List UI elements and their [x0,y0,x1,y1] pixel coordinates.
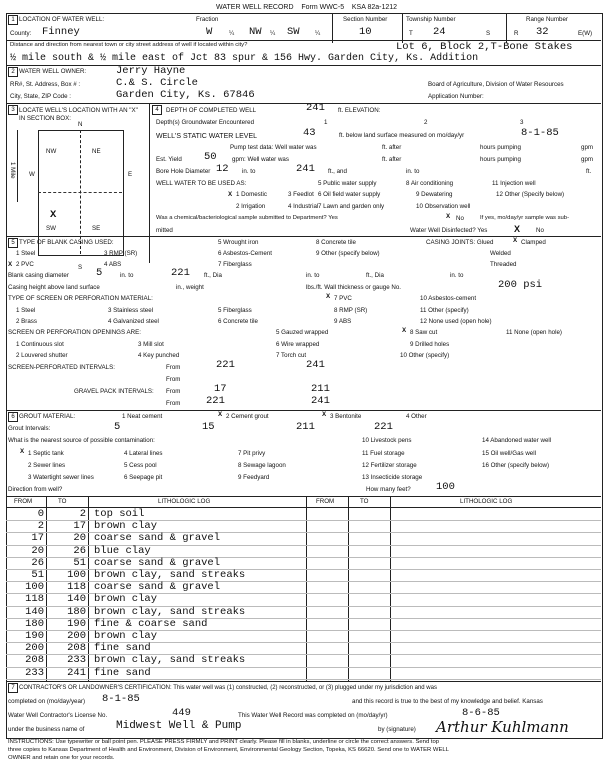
log-from: 233 [25,666,44,679]
ft-after-2: ft. after [382,156,402,163]
section-5-number: 5 [8,238,18,248]
fraction-1: W [206,26,213,38]
joints-label: CASING JOINTS: Glued [426,239,494,246]
src-sewer: 2 Sewer lines [28,462,66,469]
log-description: coarse sand & gravel [94,532,221,545]
src-insecticide: 13 Insecticide storage [362,474,423,481]
distance-line-2: ½ mile south & ½ mile east of Jct 83 spur & 156 Hwy. Garden City, Ks. Addition [10,53,479,64]
log-description: blue clay [94,544,151,557]
fraction-2: NW [249,26,262,38]
grout-to-2: 221 [374,421,393,433]
open-drilled: 9 Drilled holes [410,341,450,348]
src-privy: 7 Pit privy [238,450,266,457]
log-to: 20 [73,532,86,545]
log-from: 118 [25,593,44,606]
log-to: 241 [67,666,86,679]
depth-label: DEPTH OF COMPLETED WELL [166,107,257,114]
log-to: 17 [73,520,86,533]
use-observation: 10 Observation well [416,203,471,210]
log-from: 140 [25,605,44,618]
log-description: coarse sand & gravel [94,581,221,594]
casing-concrete: 8 Concrete tile [316,239,356,246]
gw-3: 3 [520,119,524,126]
bore-to: in. to [242,168,256,175]
use-lawn: 7 Lawn and garden only [318,203,385,210]
casing-other: 9 Other (specify below) [316,250,380,257]
t-prefix: T [409,30,413,37]
use-label: WELL WATER TO BE USED AS: [156,180,247,187]
se-quadrant: SE [92,225,101,232]
log-description: brown clay, sand streaks [94,605,246,618]
src-other: 16 Other (specify below) [482,462,550,469]
well-location-mark: X [50,209,57,221]
log-litho-header-2: LITHOLOGIC LOG [460,498,513,505]
log-to: 190 [67,617,86,630]
grout-other: 4 Other [406,413,427,420]
log-from: 17 [31,532,44,545]
log-description: brown clay [94,630,158,642]
perf-from-label-2: From [166,376,181,383]
chem-label: Was a chemical/bacteriological sample submitted to Department? Yes [156,215,338,221]
screen-pvc-check: X [326,293,331,300]
range-direction: E(W) [578,30,593,37]
yield-value: 50 [204,151,217,163]
pvc-check: X [8,261,13,268]
gravel-from-1: 17 [214,383,227,395]
bore-depth: 241 [296,163,315,175]
use-feedlot: 3 Feedlot [288,191,314,198]
log-to: 2 [79,508,86,520]
township-value: 24 [433,26,446,38]
contamination-label: What is the nearest source of possible contamination: [8,437,155,444]
use-irrigation: 2 Irrigation [236,203,266,210]
grout-label: GROUT MATERIAL: [19,413,76,420]
county-label: County: [10,30,32,37]
locate-label: LOCATE WELL'S LOCATION WITH AN "X" IN SECTION BOX: [19,107,138,122]
chem-tail: If yes, mo/day/yr sample was sub- [480,215,570,221]
log-to: 233 [67,654,86,667]
open-sawcut: 8 Saw cut [410,329,438,336]
distance-label: Distance and direction from nearest town or city street address of well if located within city? [10,42,248,48]
west-label: W [29,171,35,178]
log-to: 100 [67,569,86,581]
address-label: RR#, St. Address, Box # : [10,81,81,88]
section-6-number: 6 [8,412,18,422]
openings-label: SCREEN OR PERFORATION OPENINGS ARE: [8,329,141,336]
signature: Arthur Kuhlmann [436,718,569,736]
use-air: 8 Air conditioning [406,180,454,187]
casing-pvc: 2 PVC [16,261,34,268]
perf-to: 241 [306,359,325,371]
completed-label: completed on (mo/day/year) [8,698,86,705]
open-continuous: 1 Continuous slot [16,341,64,348]
bore-value: 12 [216,163,229,175]
log-to: 51 [73,556,86,569]
use-dewatering: 9 Dewatering [416,191,453,198]
pump-test-label: Pump test data: Well water was [230,144,317,151]
ne-quadrant: NE [92,148,101,155]
log-from: 190 [25,630,44,642]
log-description: brown clay, sand streaks [94,569,246,581]
ft-after-1: ft. after [382,144,402,151]
direction-label: Direction from well? [8,486,63,493]
quarter-2: ¼ [270,30,276,37]
src-livestock: 10 Livestock pens [362,437,412,444]
src-seepage: 6 Seepage pit [124,474,163,481]
use-other: 12 Other (Specify below) [496,191,565,198]
water-well-record-form [6,2,603,768]
range-value: 32 [536,26,549,38]
log-description: brown clay [94,520,158,533]
open-other: 10 Other (specify) [400,352,450,359]
perf-from: 221 [216,359,235,371]
distance-line-1: Lot 6, Block 2,T-Bone Stakes [396,41,573,53]
use-industrial: 4 Industrial [288,203,319,210]
sw-quadrant: SW [46,225,56,232]
grout-intervals-label: Grout Intervals: [8,425,51,432]
log-from-header-2: FROM [316,498,335,505]
log-from: 51 [31,569,44,581]
south-label: S [78,264,83,271]
fraction-label: Fraction [196,16,219,23]
instructions-1: INSTRUCTIONS: Use typewriter or ball point pen. PLEASE PRESS FIRMLY and PRINT clearly. Please fill in blanks, underline or circle the correct answers. Send top [8,739,440,745]
instructions-3: OWNER and retain one for your records. [8,755,115,761]
screen-galvanized: 4 Galvanized steel [108,318,159,325]
screen-stainless: 3 Stainless steel [108,307,154,314]
log-to: 140 [67,593,86,606]
casing-steel: 1 Steel [16,250,36,257]
log-from-header: FROM [14,498,33,505]
src-fuel: 11 Fuel storage [362,450,405,457]
depth-value: 241 [306,102,325,114]
section-1-number: 1 [8,15,18,25]
chem-no: No [456,215,464,222]
license-value: 449 [172,707,191,719]
section-number-label: Section Number [343,16,388,23]
open-gauzed: 5 Gauzed wrapped [276,329,329,336]
gpm-1: gpm [581,144,594,151]
log-description: coarse sand & gravel [94,556,221,569]
casing-wrought: 5 Wrought iron [218,239,259,246]
howmany-label: How many feet? [366,486,411,493]
grout-cement: 2 Cement grout [226,413,269,420]
src-abandoned: 14 Abandoned water well [482,437,552,444]
yield-tail: gpm: Well water was [232,156,289,163]
log-description: fine & coarse sand [94,617,208,630]
gw-2: 2 [424,119,428,126]
src-fertilizer: 12 Fertilizer storage [362,462,417,469]
log-from: 100 [25,581,44,594]
log-to: 208 [67,642,86,655]
use-injection: 11 Injection well [492,180,536,187]
log-to-header: TO [58,498,67,505]
log-to: 180 [67,605,86,618]
static-level-label: WELL'S STATIC WATER LEVEL [156,133,258,140]
log-description: fine sand [94,642,151,655]
range-label: Range Number [526,16,568,23]
log-from: 20 [31,544,44,557]
casing-fiberglass: 7 Fiberglass [218,261,252,268]
grout-bentonite: 3 Bentonite [330,413,362,420]
casing-asbestos: 6 Asbestos-Cement [218,250,272,257]
log-to: 118 [67,581,86,594]
screen-steel: 1 Steel [16,307,36,314]
grout-to-1: 15 [202,421,215,433]
groundwater-label: Depth(s) Groundwater Encountered [156,119,255,126]
casing-abs: 4 ABS [104,261,122,268]
glued-check: X [513,237,518,244]
open-none: 11 None (open hole) [506,329,562,336]
screen-concrete: 6 Concrete tile [218,318,258,325]
east-label: E [128,171,133,178]
diam-to-3: in. to [450,272,464,279]
grout-cement-check: X [218,411,223,418]
static-level-value: 43 [303,127,316,139]
log-description: brown clay, sand streaks [94,654,246,667]
weight-label: in., weight [176,284,204,291]
src-lagoon: 8 Sewage lagoon [238,462,286,469]
casing-rmp: 3 RMP (SR) [104,250,138,257]
quarter-1: ¼ [229,30,235,37]
board-label: Board of Agriculture, Division of Water Resources [428,81,564,88]
log-to: 26 [73,544,86,557]
record-date: 8-6-85 [462,707,500,719]
county-value: Finney [42,26,80,38]
diameter-label: Blank casing diameter [8,272,69,279]
screen-asbestos: 10 Asbestos-cement [420,295,477,302]
hours-2: hours pumping [480,156,521,163]
grout-from-1: 5 [114,421,121,433]
bore-tail: ft., and [328,168,347,175]
log-description: top soil [94,508,145,520]
elevation-label: ft. ELEVATION: [338,107,381,114]
true-text: and this record is true to the best of my knowledge and belief. Kansas [352,698,543,705]
welded: Welded [490,250,511,257]
mile-label: 1 Mile [9,162,17,179]
instructions-2: three copies to Kansas Department of Health and Environment, Division of Environment, Environmental Geology Section, Topeka, KS 66620. Send one to WATER WELL [8,747,449,753]
gravel-label: GRAVEL PACK INTERVALS: [74,388,154,395]
src-watertight: 3 Watertight sewer lines [28,474,94,481]
r-prefix: R [514,30,519,37]
log-from: 180 [25,617,44,630]
sawcut-check: X [402,327,407,334]
use-public: 5 Public water supply [318,180,377,187]
dia-2: ft., Dia [366,272,384,279]
business-value: Midwest Well & Pump [116,720,242,732]
screen-other: 11 Other (specify) [420,307,469,314]
application-label: Application Number: [428,93,484,100]
log-from: 208 [25,654,44,667]
disinfect-no: No [536,227,544,234]
log-from: 2 [37,520,44,533]
gravel-to-1: 211 [311,383,330,395]
perf-label: SCREEN-PERFORATED INTERVALS: [8,364,115,371]
casing-label: TYPE OF BLANK CASING USED: [19,239,114,246]
section-4-number: 4 [152,105,162,115]
perf-from-label: From [166,364,181,371]
static-tail: ft. below land surface measured on mo/day/yr [339,132,465,139]
log-description: brown clay [94,593,158,606]
screen-brass: 2 Brass [16,318,37,325]
disinfect-check: X [514,224,521,234]
diameter-depth: 221 [171,267,190,279]
open-wire: 6 Wire wrapped [276,341,320,348]
in-to: in. to [406,168,420,175]
log-description: fine sand [94,666,151,679]
gw-1: 1 [324,119,328,126]
src-cesspool: 5 Cess pool [124,462,157,469]
nw-quadrant: NW [46,148,57,155]
section-value: 10 [359,26,372,38]
city-value: Garden City, Ks. 67846 [116,89,255,101]
height-label: Casing height above land surface [8,284,100,291]
section-3-number: 3 [8,105,18,115]
src-oilgas: 15 Oil well/Gas well [482,450,536,457]
gravel-from-label-2: From [166,400,181,407]
diam-to-2: in. to [306,272,320,279]
screen-rmp: 8 RMP (SR) [334,307,368,314]
gpm-2: gpm [581,156,594,163]
screen-pvc: 7 PVC [334,295,352,302]
clamped: Clamped [521,239,546,246]
open-keypunched: 4 Key punched [138,352,180,359]
owner-label: WATER WELL OWNER: [19,68,87,75]
log-row-divider [6,679,601,680]
wall-label: lbs./ft. Wall thickness or gauge No. [306,284,402,291]
section-7-number: 7 [8,683,18,693]
chem-no-check: X [446,213,451,220]
screen-abs: 9 ABS [334,318,352,325]
section-2-number: 2 [8,67,18,77]
business-label: under the business name of [8,726,85,733]
grout-bentonite-check: X [322,411,327,418]
src-lateral: 4 Lateral lines [124,450,163,457]
domestic-check: X [228,191,233,198]
ft-label: ft. [586,168,592,175]
gravel-to-2: 241 [311,395,330,407]
gauge-value: 200 psi [498,279,543,291]
owner-value: Jerry Hayne [116,65,186,77]
fraction-3: SW [287,26,300,38]
s-suffix: S [486,30,491,37]
diameter-value: 5 [96,267,103,279]
log-from: 0 [37,508,44,520]
gravel-from-2: 221 [206,395,225,407]
signature-label: by (signature) [378,726,416,733]
form-title: WATER WELL RECORD Form WWC-5 KSA 82a-1212 [216,4,398,11]
bore-label: Bore Hole Diameter [156,168,211,175]
log-from: 200 [25,642,44,655]
use-oilfield: 6 Oil field water supply [318,191,381,198]
completed-value: 8-1-85 [102,693,140,705]
north-label: N [78,121,83,128]
license-label: Water Well Contractor's License No. [8,712,108,719]
township-label: Township Number [406,16,456,23]
address-value: C.& S. Circle [116,77,198,89]
grout-from-2: 211 [296,421,315,433]
hours-1: hours pumping [480,144,521,151]
quarter-3: ¼ [315,30,321,37]
gravel-from-label: From [166,388,181,395]
use-domestic: 1 Domestic [236,191,267,198]
disinfect-label: Water Well Disinfected? Yes [410,227,488,234]
howmany-value: 100 [436,481,455,493]
submitted: mitted [156,227,173,234]
record-label: This Water Well Record was completed on (mo/day/yr) [238,712,388,719]
static-date: 8-1-85 [521,127,559,139]
open-torch: 7 Torch cut [276,352,307,359]
log-litho-header: LITHOLOGIC LOG [158,498,211,505]
open-mill: 3 Mill slot [138,341,164,348]
certification-text: CONTRACTOR'S OR LANDOWNER'S CERTIFICATION: This water well was (1) constructed, (2) reconstructed, or (3) plugged under my jurisdiction and was [19,685,437,691]
open-louvered: 2 Louvered shutter [16,352,68,359]
screen-none: 12 None used (open hole) [420,318,492,325]
log-from: 26 [31,556,44,569]
septic-check: X [20,448,25,455]
city-label: City, State, ZIP Code : [10,93,71,100]
diam-to: in. to [120,272,134,279]
dia-1: ft., Dia [204,272,222,279]
grout-neat: 1 Neat cement [122,413,163,420]
screen-fiberglass: 5 Fiberglass [218,307,252,314]
log-to: 200 [67,630,86,642]
location-label: LOCATION OF WATER WELL: [19,16,105,23]
log-to-header-2: TO [360,498,369,505]
threaded: Threaded [490,261,517,268]
src-feedyard: 9 Feedyard [238,474,270,481]
screen-label: TYPE OF SCREEN OR PERFORATION MATERIAL: [8,295,153,302]
yield-label: Est. Yield [156,156,182,163]
src-septic: 1 Septic tank [28,450,64,457]
